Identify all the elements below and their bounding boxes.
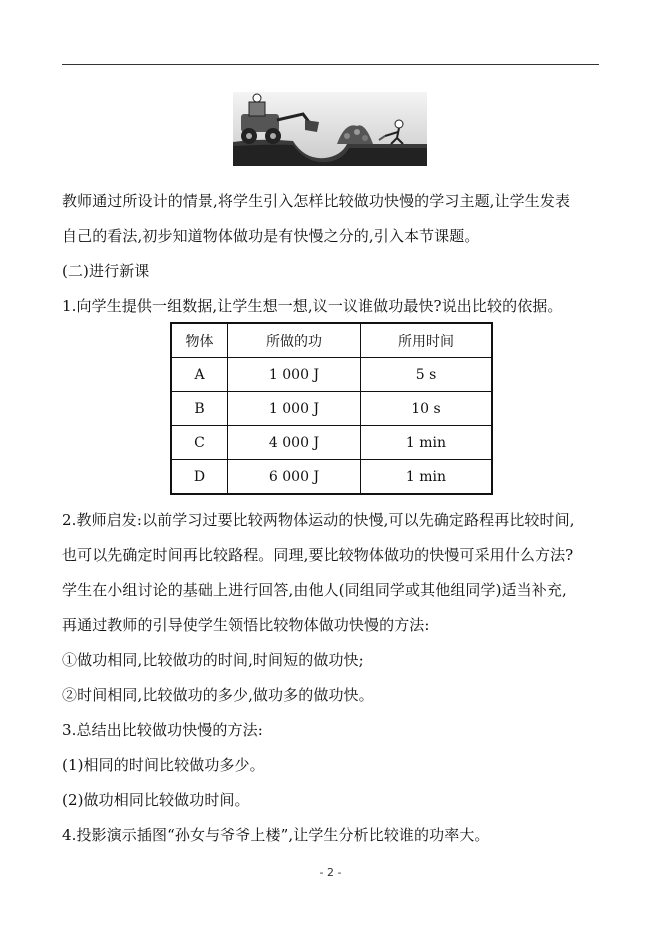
table-header: 所做的功 [228, 323, 361, 358]
table-cell: A [171, 358, 228, 392]
method-1: ①做功相同,比较做功的时间,时间短的做功快; [62, 651, 364, 669]
table-cell: D [171, 460, 228, 495]
work-illustration [233, 92, 427, 166]
question-4: 4.投影演示插图“孙女与爷爷上楼”,让学生分析比较谁的功率大。 [62, 826, 490, 844]
table-header-row [171, 323, 492, 358]
intro-line-1: 教师通过所设计的情景,将学生引入怎样比较做功快慢的学习主题,让学生发表 [62, 192, 571, 210]
method-2: ②时间相同,比较做功的多少,做功多的做功快。 [62, 686, 374, 704]
question-2-line-1: 2.教师启发:以前学习过要比较两物体运动的快慢,可以先确定路程再比较时间, [62, 511, 575, 529]
question-1: 1.向学生提供一组数据,让学生想一想,议一议谁做功最快?说出比较的依据。 [62, 297, 563, 315]
table-cell: 6 000 J [228, 460, 361, 495]
section-heading: (二)进行新课 [62, 262, 150, 280]
table-cell: 1 min [361, 460, 493, 495]
table-row [171, 460, 492, 495]
header-rule [62, 64, 599, 65]
table-row [171, 358, 492, 392]
intro-line-2: 自己的看法,初步知道物体做功是有快慢之分的,引入本节课题。 [62, 227, 480, 245]
table-cell: 10 s [361, 392, 493, 426]
table-row [171, 392, 492, 426]
table-row [171, 426, 492, 460]
table-cell: 5 s [361, 358, 493, 392]
summary-2: (2)做功相同比较做功时间。 [62, 791, 250, 809]
table-cell: B [171, 392, 228, 426]
table-cell: 1 min [361, 426, 493, 460]
summary-1: (1)相同的时间比较做功多少。 [62, 756, 265, 774]
work-table [170, 322, 493, 495]
table-header: 所用时间 [361, 323, 493, 358]
table-cell: 1 000 J [228, 392, 361, 426]
question-2-line-3: 学生在小组讨论的基础上进行回答,由他人(同组同学或其他组同学)适当补充, [62, 581, 567, 599]
page-number: - 2 - [319, 866, 342, 879]
question-2-line-2: 也可以先确定时间再比较路程。同理,要比较物体做功的快慢可采用什么方法? [62, 546, 574, 564]
table-cell: C [171, 426, 228, 460]
table-cell: 4 000 J [228, 426, 361, 460]
table-cell: 1 000 J [228, 358, 361, 392]
question-3: 3.总结出比较做功快慢的方法: [62, 721, 263, 739]
question-2-line-4: 再通过教师的引导使学生领悟比较物体做功快慢的方法: [62, 616, 430, 634]
table-header: 物体 [171, 323, 228, 358]
